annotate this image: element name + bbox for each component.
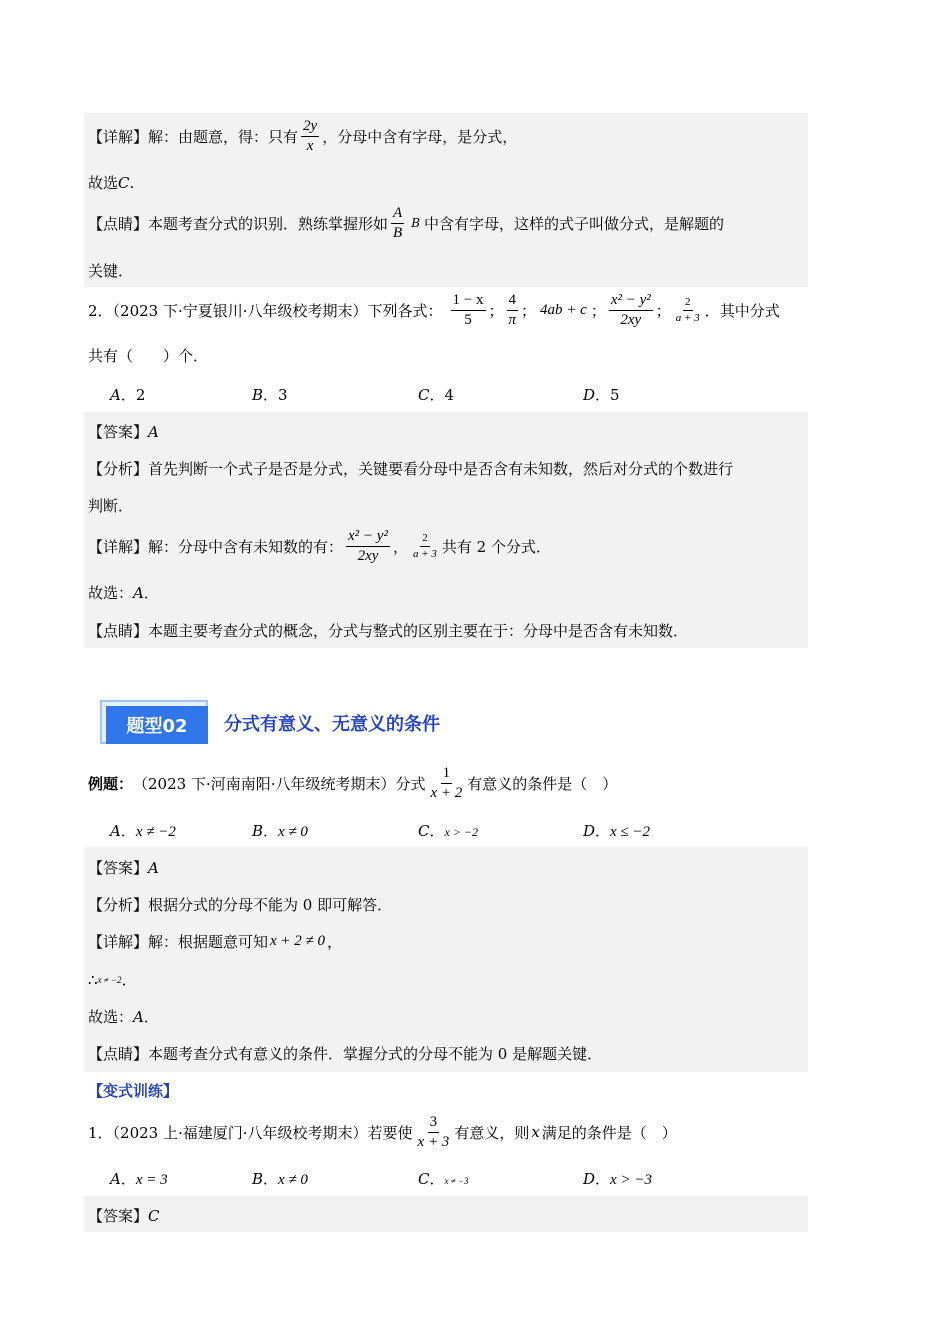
detail-prefix: 【详解】解：由题意，得：只有 (88, 127, 299, 146)
fraction-numerator: 2 (420, 532, 430, 546)
answer-value: C (148, 1206, 160, 1225)
answer-prefix: 【答案】 (88, 423, 149, 441)
conclusion-line (88, 172, 134, 193)
option-text: ．2 (120, 386, 146, 404)
variant-var: x (531, 1123, 540, 1141)
section-title: 分式有意义、无意义的条件 (224, 714, 440, 735)
option-letter: A (110, 1170, 121, 1188)
separator: ； (590, 301, 606, 320)
comment-text: 【点睛】本题考查分式有意义的条件．掌握分式的分母不能为 0 是解题关键． (88, 1045, 603, 1063)
conclusion-var: A (133, 583, 144, 602)
therefore-suffix: ． (121, 971, 137, 989)
therefore-line (88, 969, 137, 990)
fraction-numerator: 2 (683, 296, 693, 310)
option-c[interactable] (418, 1168, 469, 1189)
option-text: ． (595, 1170, 611, 1188)
option-a[interactable] (110, 384, 145, 405)
fraction-denominator: a + 3 (675, 311, 700, 324)
answer-line (88, 1205, 160, 1226)
option-math: x ≠ −3 (444, 1176, 469, 1186)
fraction-denominator: x (306, 137, 314, 154)
fraction-numerator: 3 (428, 1114, 440, 1133)
fraction-numerator: A (391, 205, 404, 224)
example-question (88, 765, 617, 801)
option-letter: C (418, 386, 430, 404)
example-prefix: （2023 下·河南南阳·八年级统考期末）分式 (133, 774, 426, 793)
option-d[interactable] (583, 384, 620, 405)
fraction-denominator: 2xy (357, 547, 379, 564)
answer-value: A (148, 422, 159, 441)
option-b[interactable] (252, 1168, 308, 1189)
therefore-math: x ≠ −2 (97, 974, 122, 985)
option-c[interactable] (418, 820, 478, 841)
option-letter: D (583, 1170, 596, 1188)
option-d[interactable] (583, 820, 650, 841)
analysis-text: 【分析】首先判断一个式子是否是分式，关键要看分母中是否含有未知数，然后对分式的个数进行 (88, 460, 734, 478)
comment-line-2-text: 关键． (88, 262, 134, 280)
option-math: x ≠ −2 (135, 824, 176, 840)
option-letter: B (252, 386, 264, 404)
answer-band-3 (84, 847, 808, 1072)
detail-suffix: 共有 2 个分式． (441, 537, 551, 556)
conclusion-var: C (118, 173, 130, 192)
fraction-denominator: π (508, 311, 517, 328)
detail-line (88, 118, 517, 154)
option-letter: D (583, 822, 596, 840)
variant-heading-text: 【变式训练】 (88, 1082, 179, 1100)
analysis-line (88, 458, 733, 479)
fraction-denominator: 5 (464, 311, 472, 328)
expression-5 (674, 296, 702, 323)
option-letter: A (110, 386, 121, 404)
section-badge (100, 700, 212, 746)
detail-fraction-1 (346, 528, 390, 564)
conclusion-line (88, 582, 159, 603)
detail-line (88, 528, 551, 564)
conclusion-suffix: ． (143, 1008, 159, 1026)
comment-prefix: 【点睛】本题考查分式的识别．熟练掌握形如 (88, 214, 389, 233)
conclusion-line (88, 1006, 159, 1027)
detail-line (88, 931, 342, 952)
option-text: ． (263, 822, 279, 840)
fraction-numerator: 1 (441, 765, 453, 784)
answer-line (88, 857, 159, 878)
fraction (301, 118, 319, 154)
therefore-symbol: ∴ (88, 970, 98, 989)
option-text: ． (120, 1170, 136, 1188)
conclusion-prefix: 故选： (88, 584, 134, 602)
variant-heading (88, 1080, 178, 1101)
option-d[interactable] (583, 1168, 652, 1189)
option-letter: C (418, 822, 430, 840)
option-text: ． (429, 1170, 445, 1188)
analysis-line-2 (88, 495, 133, 516)
option-text: ． (120, 822, 136, 840)
fraction-numerator: 2y (301, 118, 319, 137)
variant-question (88, 1114, 677, 1150)
option-text: ．5 (595, 386, 620, 404)
option-letter: D (583, 386, 596, 404)
detail-suffix: ，分母中含有字母，是分式， (322, 127, 518, 146)
option-c[interactable] (418, 384, 454, 405)
answer-value: A (148, 858, 159, 877)
fraction-denominator: x + 3 (417, 1133, 450, 1150)
comment-text: 【点睛】本题主要考查分式的概念，分式与整式的区别主要在于：分母中是否含有未知数． (88, 622, 689, 640)
option-letter: A (110, 822, 121, 840)
answer-prefix: 【答案】 (88, 859, 149, 877)
comment-line-2 (88, 260, 133, 281)
analysis-line (88, 894, 392, 915)
fraction-numerator: x² − y² (346, 528, 390, 547)
answer-band-4 (84, 1196, 808, 1232)
option-a[interactable] (110, 1168, 168, 1189)
fraction-denominator: a + 3 (412, 547, 437, 560)
conclusion-suffix: . (129, 173, 135, 192)
conclusion-prefix: 故选 (88, 174, 119, 192)
comment-suffix: 中含有字母，这样的式子叫做分式，是解题的 (424, 214, 725, 233)
expression-4 (609, 292, 653, 328)
variant-fraction (416, 1114, 452, 1150)
example-suffix: 有意义的条件是（ ） (467, 774, 618, 793)
option-text: ．4 (429, 386, 455, 404)
comment-line (88, 205, 724, 241)
badge-label: 题型02 (106, 706, 208, 744)
fraction-numerator: 1 − x (451, 292, 486, 311)
detail-suffix: ， (327, 933, 343, 951)
conclusion-var: A (133, 1007, 144, 1026)
detail-fraction-2 (411, 532, 439, 559)
option-text: ． (595, 822, 611, 840)
detail-math: x + 2 ≠ 0 (270, 933, 326, 949)
question-prefix: 2．（2023 下·宁夏银川·八年级校考期末）下列各式： (88, 301, 443, 320)
separator: ； (655, 301, 671, 320)
detail-prefix: 【详解】解：根据题意可知 (88, 933, 269, 951)
option-text: ．3 (263, 386, 288, 404)
comment-line (88, 620, 688, 641)
option-letter: B (252, 822, 264, 840)
option-math: x ≠ 0 (278, 824, 308, 840)
conclusion-prefix: 故选： (88, 1008, 134, 1026)
fraction-denominator: x + 2 (430, 784, 463, 801)
variant-prefix: 1．（2023 上·福建厦门·八年级校考期末）若要使 (88, 1123, 413, 1142)
fraction-numerator: x² − y² (609, 292, 653, 311)
option-b[interactable] (252, 820, 308, 841)
variant-suffix: 满足的条件是（ ） (541, 1123, 677, 1142)
expression-2 (507, 292, 519, 328)
option-a[interactable] (110, 820, 176, 841)
separator: ； (521, 301, 537, 320)
option-math: x > −2 (444, 825, 479, 839)
option-math: x ≤ −2 (610, 824, 651, 840)
fraction-numerator: 4 (507, 292, 519, 311)
detail-separator: ， (392, 537, 408, 556)
question-2-line-2 (88, 345, 208, 366)
detail-prefix: 【详解】解：分母中含有未知数的有： (88, 537, 344, 556)
separator: ； (488, 301, 504, 320)
answer-line (88, 421, 159, 442)
expression-3: 4ab + c (540, 301, 587, 318)
question-2 (88, 292, 780, 328)
variant-mid: 有意义，则 (454, 1123, 530, 1142)
analysis-text: 【分析】根据分式的分母不能为 0 即可解答． (88, 896, 393, 914)
fraction-denominator: 2xy (620, 311, 642, 328)
example-fraction (429, 765, 465, 801)
conclusion-suffix: ． (143, 584, 159, 602)
option-math: x > −3 (610, 1172, 652, 1188)
option-math: x = 3 (135, 1172, 168, 1188)
fraction-denominator: B (393, 224, 403, 241)
expression-1 (451, 292, 486, 328)
option-letter: B (252, 1170, 264, 1188)
question-line-2-text: 共有（ ）个． (88, 347, 209, 365)
comment-var: B (411, 216, 421, 230)
comment-fraction (391, 205, 404, 241)
example-label: 例题： (88, 774, 134, 793)
analysis-text-2: 判断． (88, 497, 134, 515)
option-letter: C (418, 1170, 430, 1188)
option-text: ． (263, 1170, 279, 1188)
comment-line (88, 1043, 602, 1064)
option-math: x ≠ 0 (278, 1172, 308, 1188)
option-b[interactable] (252, 384, 288, 405)
question-suffix: ．其中分式 (704, 301, 780, 320)
answer-prefix: 【答案】 (88, 1207, 149, 1225)
option-text: ． (429, 822, 445, 840)
